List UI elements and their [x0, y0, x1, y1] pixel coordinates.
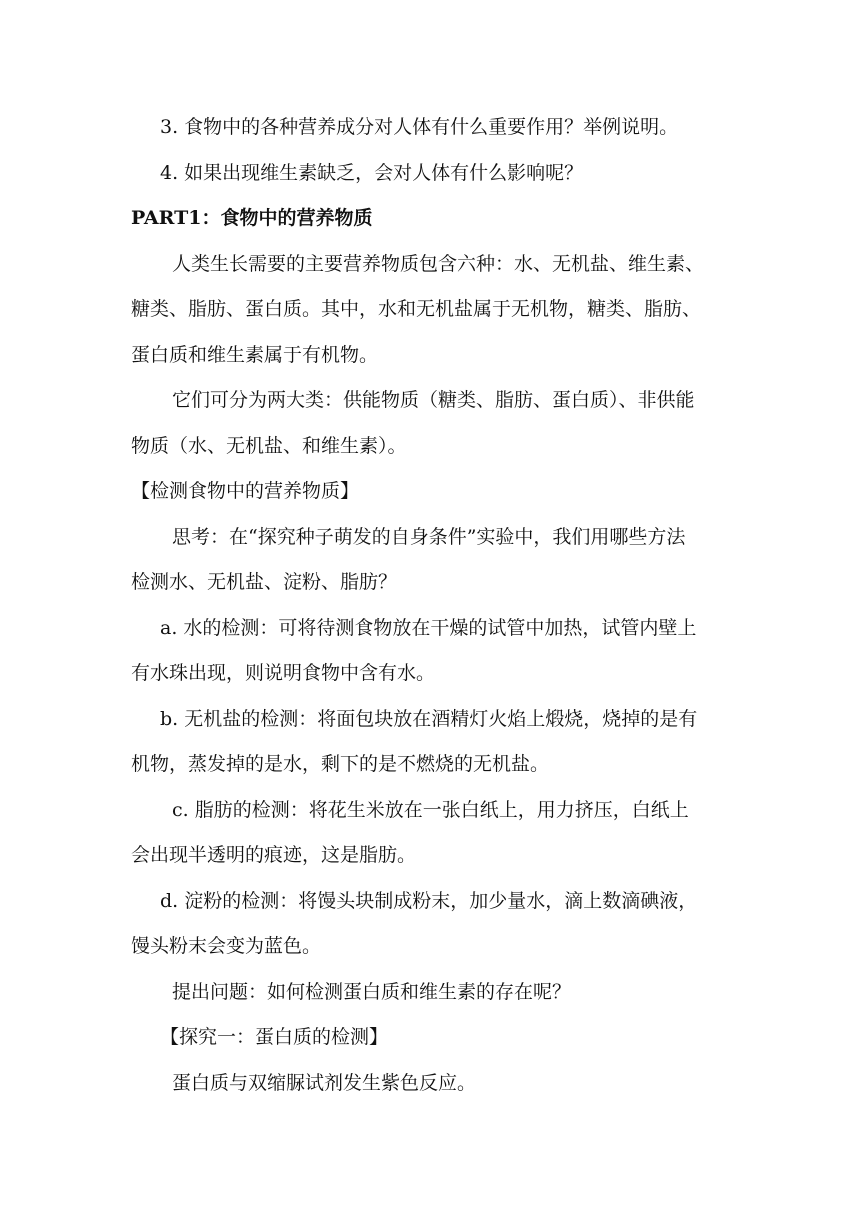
item-b-line-2: 机物，蒸发掉的是水，剩下的是不燃烧的无机盐。 [131, 753, 550, 775]
item-a-line-2: 有水珠出现，则说明食物中含有水。 [131, 662, 436, 684]
think-line-1: 思考：在“探究种子萌发的自身条件”实验中，我们用哪些方法 [172, 526, 686, 548]
question-4: 4. 如果出现维生素缺乏，会对人体有什么影响呢？ [160, 162, 584, 184]
paragraph-1-line-2: 糖类、脂肪、蛋白质。其中，水和无机盐属于无机物，糖类、脂肪、 [131, 298, 702, 320]
section-detect-heading: 【检测食物中的营养物质】 [131, 480, 360, 502]
paragraph-2-line-2: 物质（水、无机盐、和维生素）。 [131, 435, 407, 457]
item-a-line-1: a. 水的检测：可将待测食物放在干燥的试管中加热，试管内壁上 [160, 617, 697, 639]
explore-1-heading: 【探究一：蛋白质的检测】 [160, 1026, 389, 1048]
question-line: 提出问题：如何检测蛋白质和维生素的存在呢？ [172, 981, 572, 1003]
item-d-line-2: 馒头粉末会变为蓝色。 [131, 935, 322, 957]
paragraph-1-line-1: 人类生长需要的主要营养物质包含六种：水、无机盐、维生素、 [172, 253, 705, 275]
paragraph-1-line-3: 蛋白质和维生素属于有机物。 [131, 344, 379, 366]
part1-heading: PART1：食物中的营养物质 [131, 207, 373, 229]
question-3: 3. 食物中的各种营养成分对人体有什么重要作用？举例说明。 [160, 116, 679, 138]
paragraph-2-line-1: 它们可分为两大类：供能物质（糖类、脂肪、蛋白质）、非供能 [172, 389, 695, 411]
item-c-line-1: c. 脂肪的检测：将花生米放在一张白纸上，用力挤压，白纸上 [172, 799, 689, 821]
item-d-line-1: d. 淀粉的检测：将馒头块制成粉末，加少量水，滴上数滴碘液， [160, 890, 698, 912]
item-b-line-1: b. 无机盐的检测：将面包块放在酒精灯火焰上煅烧，烧掉的是有 [160, 708, 698, 730]
protein-line: 蛋白质与双缩脲试剂发生紫色反应。 [172, 1072, 477, 1094]
item-c-line-2: 会出现半透明的痕迹，这是脂肪。 [131, 844, 417, 866]
think-line-2: 检测水、无机盐、淀粉、脂肪？ [131, 571, 398, 593]
